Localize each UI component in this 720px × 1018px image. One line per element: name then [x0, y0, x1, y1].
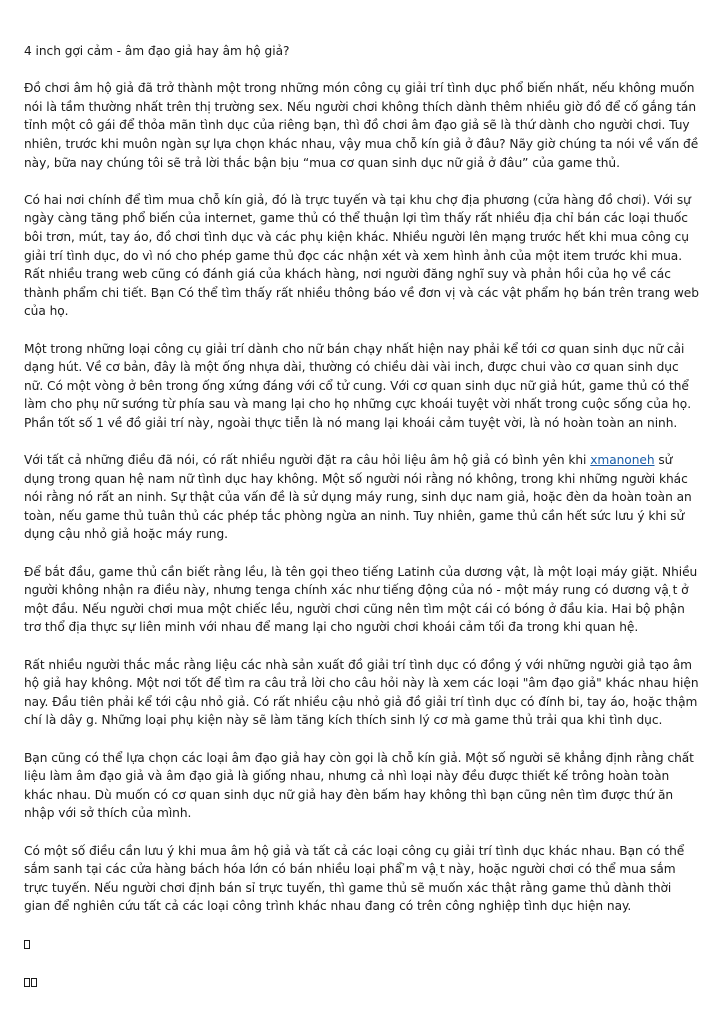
paragraph-5: Để bắt đầu, game thủ cần biết rằng lều, là tên gọi theo tiếng Latinh của dương vật, là một loại máy giặt. Nhiều người không nhận ra điều này, nhưng tenga chính xác như tiếng động của nó - một máy rung có dương vậ ̣t ở một đầu. Nếu người chơi mua một chiếc lều, người chơi cũng nên tìm một cái có bóng ở đầu kia. Hai bộ phận trơ thổ địa thực sự liên minh với nhau để mang lại cho người chơi khoái cảm tối đa trong khi quan hệ.	[24, 564, 698, 635]
missing-glyph-line-1	[24, 940, 30, 949]
paragraph-4	[24, 451, 700, 544]
paragraph-6: Rất nhiều người thắc mắc rằng liệu các nhà sản xuất đồ giải trí tình dục có đồng ý với những người giả tạo âm hộ giả hay không. Một nơi tốt để tìm ra câu trả lời cho câu hỏi này là xem các loại "âm đạo giả" khác nhau hiện nay. Đầu tiên phải kể tới cậu nhỏ giả. Có rất nhiều cậu nhỏ giả đồ giải trí tình dục có đính bi, tay áo, hoặc thậm chí là dây g. Những loại phụ kiện này sẽ làm tăng kích thích sinh lý cơ mà game thủ trải qua khi tình dục.	[24, 657, 699, 728]
article-body	[24, 42, 700, 935]
missing-glyph-box	[24, 978, 30, 987]
paragraph-4-text-after: sử dụng trong quan hệ nam nữ tình dục hay không. Một số người nói rằng nó không, trong khi những người khác nói rằng nó rất an ninh. Sự thật của vấn đề là sử dụng máy rung, sinh dục nam giả, hoặc đèn da hoàn toàn an toàn, nếu game thủ tuân thủ các phép tắc phòng ngừa an ninh. Tuy nhiên, game thủ cần hết sức lưu ý khi sử dụng cậu nhỏ giả hoặc máy rung.	[24, 453, 692, 542]
xmanoneh-link[interactable]: xmanoneh	[590, 453, 655, 468]
paragraph-7: Bạn cũng có thể lựa chọn các loại âm đạo giả hay còn gọi là chỗ kín giả. Một số người sẽ khẳng định rằng chất liệu làm âm đạo giả và âm đạo giả là giống nhau, nhưng cả nhì loại này đều được thiết kế trông hoàn toàn khác nhau. Dù muốn có cơ quan sinh dục nữ giả hay đèn bấm hay không thì bạn cũng nên tìm được thứ ăn nhập với sở thích của mình.	[24, 750, 694, 821]
missing-glyph-box	[24, 940, 30, 949]
article-title: 4 inch gợi cảm - âm đạo giả hay âm hộ giả?	[24, 44, 290, 58]
paragraph-8: Có một số điều cần lưu ý khi mua âm hộ giả và tất cả các loại công cụ giải trí tình dục khác nhau. Bạn có thể sắm sanh tại các cửa hàng bách hóa lớn có bán nhiều loại phẩ ̉m vậ ̣t này, hoặc người chơi có thể mua sắm trực tuyến. Nếu người chơi định bán sỉ trực tuyến, thì game thủ sẽ muốn xác thật rằng game thủ dành thời gian để nghiên cứu tất cả các loại công trình khác nhau đang có trên công nghiệp tình dục hiện nay.	[24, 843, 685, 914]
paragraph-4-text-before: Với tất cả những điều đã nói, có rất nhiều người đặt ra câu hỏi liệu âm hộ giả có bình yên khi	[24, 453, 591, 468]
paragraph-3: Một trong những loại công cụ giải trí dành cho nữ bán chạy nhất hiện nay phải kể tới cơ quan sinh dục nữ cải dạng hút. Về cơ bản, đây là một ống nhựa dài, thường có chiều dài vài inch, được chui vào cơ quan sinh dục nữ. Có một vòng ở bên trong ống xứng đáng với cổ tử cung. Với cơ quan sinh dục nữ giả hút, game thủ có thể làm cho phụ nữ sướng từ phía sau và mang lại cho họ những cực khoái tuyệt vời nhất trong cuộc sống của họ. Phần tốt số 1 về đồ giải trí này, ngoài thực tiễn là nó mang lại khoái cảm tuyệt vời, là nó hoàn toàn an ninh.	[24, 341, 692, 430]
paragraph-1: Đồ chơi âm hộ giả đã trở thành một trong những món công cụ giải trí tình dục phổ biến nhất, nếu không muốn nói là tầm thường nhất trên thị trường sex. Nếu người chơi không thích dành thêm nhiều giờ đồ để cố gắng tán tỉnh một cô gái để thỏa mãn tình dục của riêng bạn, thì đồ chơi âm đạo giả sẽ là thứ dành cho người chơi. Tuy nhiên, trước khi muôn ngàn sự lựa chọn khác nhau, vậy mua chỗ kín giả ở đâu? Nãy giờ chúng ta nói về vấn đề này, bữa nay chúng tôi sẽ trả lời thắc bận bịu “mua cơ quan sinh dục nữ giả ở đâu” của game thủ.	[24, 81, 699, 170]
missing-glyph-line-2	[24, 978, 37, 987]
paragraph-2: Có hai nơi chính để tìm mua chỗ kín giả, đó là trực tuyến và tại khu chợ địa phương (cửa hàng đồ chơi). Với sự ngày càng tăng phổ biến của internet, game thủ có thể thuận lợi tìm thấy rất nhiều địa chỉ bán các loại thuốc bôi trơn, mút, tay áo, đồ chơi tình dục và các phụ kiện khác. Nhiều người lên mạng trước hết khi mua công cụ giải trí tình dục, do vì nó cho phép game thủ đọc các nhận xét và xem hình ảnh của một item trước khi mua. Rất nhiều trang web cũng có đánh giá của khách hàng, nơi người đăng nghĩ suy và phản hồi của họ về các thành phẩm chi tiết. Bạn Có thể tìm thấy rất nhiều thông báo về đơn vị và các vật phẩm họ bán trên trang web của họ.	[24, 192, 699, 319]
missing-glyph-box	[31, 978, 37, 987]
